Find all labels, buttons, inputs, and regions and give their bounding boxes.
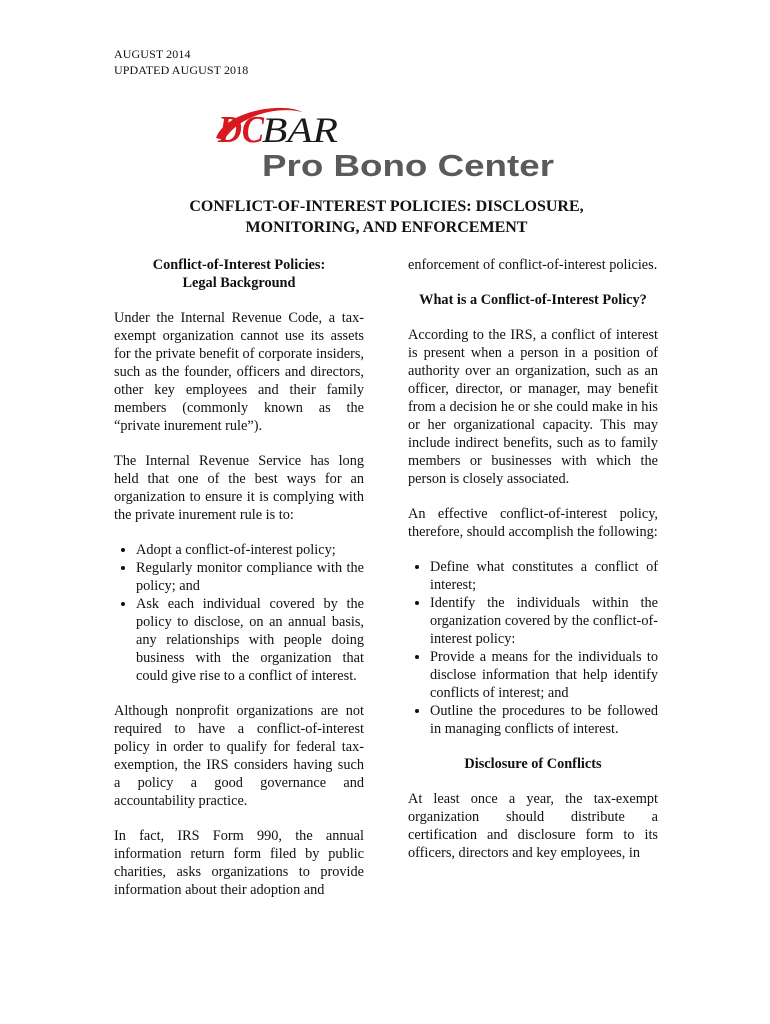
list-item: • Ask each individual covered by the policy to disclose, on an annual basis, any relationships with people doing business with the organization that could give rise to a conflict of interest. (136, 595, 364, 685)
bullet-list (408, 558, 658, 738)
bullet-list (114, 541, 364, 685)
list-item: • Regularly monitor compliance with the policy; and (136, 559, 364, 595)
list-item: • Define what constitutes a conflict of interest; (430, 558, 658, 594)
paragraph: Under the Internal Revenue Code, a tax-exempt organization cannot use its assets for the private benefit of corporate insiders, such as the founder, officers and directors, other key employees and their family members (commonly known as the “private inurement rule”). (114, 310, 364, 434)
paragraph: According to the IRS, a conflict of interest is present when a person in a position of authority over an organization, such as an officer, director, or manager, may benefit from a decision he or she could make in his or her organizational capacity. This may include indirect benefits, such as to family members or businesses with which the person is closely associated. (408, 327, 658, 487)
logo-bar-text: BAR (262, 110, 338, 150)
paragraph: In fact, IRS Form 990, the annual information return form filed by public charities, asks organizations to provide information about their adoption and (114, 828, 364, 898)
list-item: • Adopt a conflict-of-interest policy; (136, 541, 364, 559)
title-line-2: MONITORING, AND ENFORCEMENT (245, 219, 528, 236)
section-heading-legal-background (114, 256, 364, 292)
dc-bar-pro-bono-center-logo (214, 104, 574, 184)
right-column (408, 256, 658, 862)
paragraph: The Internal Revenue Service has long held that one of the best ways for an organization to ensure it is complying with the private inurement rule is to: (114, 453, 364, 523)
left-column (114, 256, 364, 899)
heading-line-1: Conflict-of-Interest Policies: (152, 257, 326, 273)
logo-dc-text: DC (217, 109, 265, 151)
paragraph-continuation: enforcement of conflict-of-interest policies. (408, 257, 658, 273)
date-original: AUGUST 2014 (114, 47, 191, 61)
paragraph: At least once a year, the tax-exempt organization should distribute a certification and disclosure form to its officers, directors and key employees, in (408, 791, 658, 861)
list-item: • Provide a means for the individuals to disclose information that help identify conflicts of interest; and (430, 648, 658, 702)
logo-graphic (214, 104, 574, 184)
paragraph: Although nonprofit organizations are not required to have a conflict-of-interest policy in order to qualify for federal tax-exemption, the IRS considers having such a policy a good governance and accountability practice. (114, 703, 364, 809)
paragraph: An effective conflict-of-interest policy, therefore, should accomplish the following: (408, 506, 658, 540)
section-heading-what-is-policy: What is a Conflict-of-Interest Policy? (419, 292, 647, 308)
list-item: • Identify the individuals within the organization covered by the conflict-of-interest policy: (430, 594, 658, 648)
heading-line-2: Legal Background (182, 275, 296, 291)
list-item: • Outline the procedures to be followed in managing conflicts of interest. (430, 702, 658, 738)
date-updated: UPDATED AUGUST 2018 (114, 63, 249, 77)
logo-subtitle-text: Pro Bono Center (262, 148, 554, 183)
title-line-1: CONFLICT-OF-INTEREST POLICIES: DISCLOSURE, (189, 198, 584, 215)
page-title (114, 196, 659, 238)
document-dateline (114, 46, 248, 78)
section-heading-disclosure: Disclosure of Conflicts (464, 756, 602, 772)
